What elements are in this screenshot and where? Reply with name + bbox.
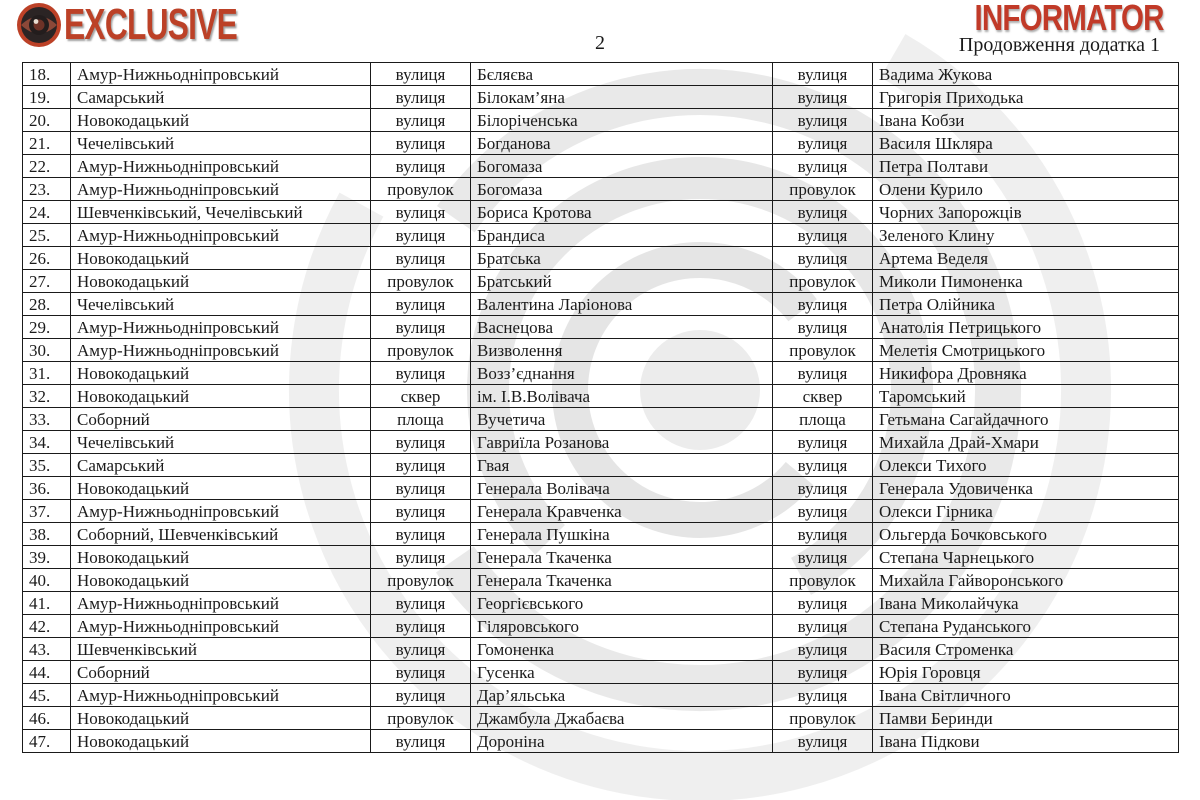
district-cell: Амур-Нижньодніпровський <box>71 684 371 707</box>
district-cell: Новокодацький <box>71 546 371 569</box>
new-type-cell: вулиця <box>773 592 873 615</box>
district-cell: Соборний <box>71 661 371 684</box>
district-cell: Соборний <box>71 408 371 431</box>
new-name-cell: Мелетія Смотрицького <box>873 339 1179 362</box>
old-name-cell: Васнецова <box>471 316 773 339</box>
new-name-cell: Михайла Гайворонського <box>873 569 1179 592</box>
old-type-cell: провулок <box>371 707 471 730</box>
district-cell: Новокодацький <box>71 247 371 270</box>
old-name-cell: Бєляєва <box>471 63 773 86</box>
table-row <box>23 477 1179 500</box>
table-row <box>23 201 1179 224</box>
table-row <box>23 132 1179 155</box>
new-type-cell: вулиця <box>773 293 873 316</box>
old-name-cell: Возз’єднання <box>471 362 773 385</box>
old-name-cell: Богданова <box>471 132 773 155</box>
table-row <box>23 178 1179 201</box>
new-type-cell: вулиця <box>773 247 873 270</box>
row-number-cell: 41. <box>23 592 71 615</box>
old-type-cell: вулиця <box>371 316 471 339</box>
table-row <box>23 730 1179 753</box>
rename-table-body <box>23 63 1179 753</box>
row-number-cell: 33. <box>23 408 71 431</box>
table-row <box>23 247 1179 270</box>
new-name-cell: Миколи Пимоненка <box>873 270 1179 293</box>
new-type-cell: вулиця <box>773 132 873 155</box>
new-name-cell: Олени Курило <box>873 178 1179 201</box>
district-cell: Новокодацький <box>71 730 371 753</box>
new-type-cell: провулок <box>773 339 873 362</box>
district-cell: Шевченківський, Чечелівський <box>71 201 371 224</box>
old-type-cell: вулиця <box>371 592 471 615</box>
district-cell: Амур-Нижньодніпровський <box>71 178 371 201</box>
new-name-cell: Чорних Запорожців <box>873 201 1179 224</box>
table-row <box>23 592 1179 615</box>
district-cell: Новокодацький <box>71 270 371 293</box>
old-type-cell: вулиця <box>371 224 471 247</box>
new-name-cell: Зеленого Клину <box>873 224 1179 247</box>
row-number-cell: 21. <box>23 132 71 155</box>
old-name-cell: Братська <box>471 247 773 270</box>
district-cell: Новокодацький <box>71 569 371 592</box>
district-cell: Амур-Нижньодніпровський <box>71 63 371 86</box>
district-cell: Новокодацький <box>71 707 371 730</box>
new-type-cell: вулиця <box>773 155 873 178</box>
table-row <box>23 339 1179 362</box>
table-row <box>23 362 1179 385</box>
district-cell: Новокодацький <box>71 385 371 408</box>
row-number-cell: 30. <box>23 339 71 362</box>
new-type-cell: вулиця <box>773 684 873 707</box>
new-name-cell: Степана Чарнецького <box>873 546 1179 569</box>
old-name-cell: Визволення <box>471 339 773 362</box>
row-number-cell: 38. <box>23 523 71 546</box>
new-type-cell: вулиця <box>773 638 873 661</box>
table-row <box>23 385 1179 408</box>
old-name-cell: Братський <box>471 270 773 293</box>
new-type-cell: вулиця <box>773 546 873 569</box>
old-name-cell: Вучетича <box>471 408 773 431</box>
row-number-cell: 22. <box>23 155 71 178</box>
district-cell: Чечелівський <box>71 431 371 454</box>
table-row <box>23 523 1179 546</box>
old-name-cell: Георгієвського <box>471 592 773 615</box>
new-type-cell: вулиця <box>773 730 873 753</box>
new-type-cell: вулиця <box>773 431 873 454</box>
old-name-cell: Гвая <box>471 454 773 477</box>
district-cell: Новокодацький <box>71 477 371 500</box>
district-cell: Амур-Нижньодніпровський <box>71 615 371 638</box>
old-type-cell: вулиця <box>371 500 471 523</box>
old-type-cell: вулиця <box>371 661 471 684</box>
new-name-cell: Івана Кобзи <box>873 109 1179 132</box>
row-number-cell: 23. <box>23 178 71 201</box>
table-row <box>23 546 1179 569</box>
table-row <box>23 569 1179 592</box>
new-name-cell: Михайла Драй-Хмари <box>873 431 1179 454</box>
old-name-cell: Богомаза <box>471 155 773 178</box>
old-name-cell: Дар’яльська <box>471 684 773 707</box>
old-name-cell: Гусенка <box>471 661 773 684</box>
new-type-cell: провулок <box>773 270 873 293</box>
new-type-cell: вулиця <box>773 362 873 385</box>
old-type-cell: вулиця <box>371 684 471 707</box>
new-name-cell: Артема Веделя <box>873 247 1179 270</box>
new-type-cell: вулиця <box>773 201 873 224</box>
old-type-cell: провулок <box>371 178 471 201</box>
row-number-cell: 32. <box>23 385 71 408</box>
row-number-cell: 39. <box>23 546 71 569</box>
table-row <box>23 684 1179 707</box>
row-number-cell: 18. <box>23 63 71 86</box>
table-row <box>23 293 1179 316</box>
old-type-cell: вулиця <box>371 638 471 661</box>
row-number-cell: 37. <box>23 500 71 523</box>
new-name-cell: Юрія Горовця <box>873 661 1179 684</box>
old-type-cell: провулок <box>371 569 471 592</box>
new-type-cell: сквер <box>773 385 873 408</box>
old-type-cell: вулиця <box>371 155 471 178</box>
old-name-cell: Генерала Волівача <box>471 477 773 500</box>
old-name-cell: Генерала Ткаченка <box>471 546 773 569</box>
new-name-cell: Генерала Удовиченка <box>873 477 1179 500</box>
district-cell: Амур-Нижньодніпровський <box>71 592 371 615</box>
new-name-cell: Григорія Приходька <box>873 86 1179 109</box>
new-name-cell: Ольгерда Бочковського <box>873 523 1179 546</box>
table-row <box>23 63 1179 86</box>
old-type-cell: сквер <box>371 385 471 408</box>
row-number-cell: 27. <box>23 270 71 293</box>
row-number-cell: 31. <box>23 362 71 385</box>
row-number-cell: 42. <box>23 615 71 638</box>
district-cell: Новокодацький <box>71 109 371 132</box>
new-name-cell: Василя Строменка <box>873 638 1179 661</box>
new-name-cell: Анатолія Петрицького <box>873 316 1179 339</box>
new-name-cell: Таромський <box>873 385 1179 408</box>
new-name-cell: Олекси Тихого <box>873 454 1179 477</box>
street-rename-table <box>22 62 1179 753</box>
old-name-cell: Генерала Ткаченка <box>471 569 773 592</box>
row-number-cell: 20. <box>23 109 71 132</box>
row-number-cell: 25. <box>23 224 71 247</box>
new-type-cell: площа <box>773 408 873 431</box>
old-name-cell: Брандиса <box>471 224 773 247</box>
informator-logo: INFORMATOR <box>974 0 1164 38</box>
old-name-cell: ім. І.В.Волівача <box>471 385 773 408</box>
row-number-cell: 28. <box>23 293 71 316</box>
row-number-cell: 29. <box>23 316 71 339</box>
new-type-cell: вулиця <box>773 63 873 86</box>
new-type-cell: вулиця <box>773 523 873 546</box>
old-type-cell: вулиця <box>371 730 471 753</box>
old-type-cell: вулиця <box>371 109 471 132</box>
old-name-cell: Валентина Ларіонова <box>471 293 773 316</box>
page-number: 2 <box>595 32 605 54</box>
district-cell: Самарський <box>71 86 371 109</box>
new-name-cell: Івана Підкови <box>873 730 1179 753</box>
old-type-cell: вулиця <box>371 477 471 500</box>
old-name-cell: Бориса Кротова <box>471 201 773 224</box>
new-type-cell: вулиця <box>773 224 873 247</box>
new-type-cell: вулиця <box>773 86 873 109</box>
old-type-cell: вулиця <box>371 454 471 477</box>
old-name-cell: Білоріченська <box>471 109 773 132</box>
table-row <box>23 454 1179 477</box>
row-number-cell: 47. <box>23 730 71 753</box>
district-cell: Амур-Нижньодніпровський <box>71 155 371 178</box>
new-name-cell: Никифора Дровняка <box>873 362 1179 385</box>
new-name-cell: Степана Руданського <box>873 615 1179 638</box>
row-number-cell: 24. <box>23 201 71 224</box>
old-name-cell: Дороніна <box>471 730 773 753</box>
new-type-cell: вулиця <box>773 109 873 132</box>
old-type-cell: вулиця <box>371 362 471 385</box>
new-type-cell: вулиця <box>773 661 873 684</box>
table-row <box>23 500 1179 523</box>
new-type-cell: вулиця <box>773 615 873 638</box>
new-name-cell: Памви Беринди <box>873 707 1179 730</box>
district-cell: Новокодацький <box>71 362 371 385</box>
page-header <box>0 0 1200 62</box>
row-number-cell: 19. <box>23 86 71 109</box>
exclusive-logo-text: EXCLUSIVE <box>64 0 238 49</box>
old-name-cell: Гомоненка <box>471 638 773 661</box>
table-row <box>23 408 1179 431</box>
table-row <box>23 109 1179 132</box>
old-type-cell: провулок <box>371 270 471 293</box>
district-cell: Чечелівський <box>71 293 371 316</box>
row-number-cell: 46. <box>23 707 71 730</box>
new-name-cell: Гетьмана Сагайдачного <box>873 408 1179 431</box>
row-number-cell: 26. <box>23 247 71 270</box>
old-type-cell: вулиця <box>371 132 471 155</box>
new-name-cell: Василя Шкляра <box>873 132 1179 155</box>
table-row <box>23 270 1179 293</box>
old-type-cell: вулиця <box>371 431 471 454</box>
district-cell: Шевченківський <box>71 638 371 661</box>
continuation-note: Продовження додатка 1 <box>958 34 1160 56</box>
table-row <box>23 86 1179 109</box>
old-name-cell: Джамбула Джабаєва <box>471 707 773 730</box>
old-type-cell: вулиця <box>371 615 471 638</box>
new-type-cell: вулиця <box>773 454 873 477</box>
table-row <box>23 638 1179 661</box>
old-type-cell: вулиця <box>371 63 471 86</box>
district-cell: Соборний, Шевченківський <box>71 523 371 546</box>
old-type-cell: вулиця <box>371 546 471 569</box>
old-type-cell: вулиця <box>371 523 471 546</box>
new-name-cell: Петра Олійника <box>873 293 1179 316</box>
new-type-cell: провулок <box>773 569 873 592</box>
row-number-cell: 36. <box>23 477 71 500</box>
old-type-cell: вулиця <box>371 247 471 270</box>
old-name-cell: Генерала Кравченка <box>471 500 773 523</box>
district-cell: Амур-Нижньодніпровський <box>71 316 371 339</box>
old-type-cell: вулиця <box>371 86 471 109</box>
new-type-cell: провулок <box>773 178 873 201</box>
district-cell: Самарський <box>71 454 371 477</box>
row-number-cell: 35. <box>23 454 71 477</box>
row-number-cell: 40. <box>23 569 71 592</box>
row-number-cell: 45. <box>23 684 71 707</box>
table-row <box>23 615 1179 638</box>
new-name-cell: Івана Миколайчука <box>873 592 1179 615</box>
old-name-cell: Білокам’яна <box>471 86 773 109</box>
new-name-cell: Івана Світличного <box>873 684 1179 707</box>
old-name-cell: Богомаза <box>471 178 773 201</box>
table-row <box>23 224 1179 247</box>
table-row <box>23 316 1179 339</box>
old-name-cell: Гавриїла Розанова <box>471 431 773 454</box>
district-cell: Амур-Нижньодніпровський <box>71 500 371 523</box>
new-type-cell: вулиця <box>773 500 873 523</box>
table-row <box>23 155 1179 178</box>
district-cell: Амур-Нижньодніпровський <box>71 224 371 247</box>
old-name-cell: Генерала Пушкіна <box>471 523 773 546</box>
new-type-cell: провулок <box>773 707 873 730</box>
new-type-cell: вулиця <box>773 477 873 500</box>
row-number-cell: 43. <box>23 638 71 661</box>
new-name-cell: Петра Полтави <box>873 155 1179 178</box>
old-type-cell: вулиця <box>371 201 471 224</box>
old-type-cell: вулиця <box>371 293 471 316</box>
row-number-cell: 44. <box>23 661 71 684</box>
row-number-cell: 34. <box>23 431 71 454</box>
table-row <box>23 661 1179 684</box>
new-name-cell: Олекси Гірника <box>873 500 1179 523</box>
district-cell: Чечелівський <box>71 132 371 155</box>
old-type-cell: площа <box>371 408 471 431</box>
table-row <box>23 431 1179 454</box>
district-cell: Амур-Нижньодніпровський <box>71 339 371 362</box>
table-row <box>23 707 1179 730</box>
new-name-cell: Вадима Жукова <box>873 63 1179 86</box>
old-name-cell: Гіляровського <box>471 615 773 638</box>
old-type-cell: провулок <box>371 339 471 362</box>
new-type-cell: вулиця <box>773 316 873 339</box>
